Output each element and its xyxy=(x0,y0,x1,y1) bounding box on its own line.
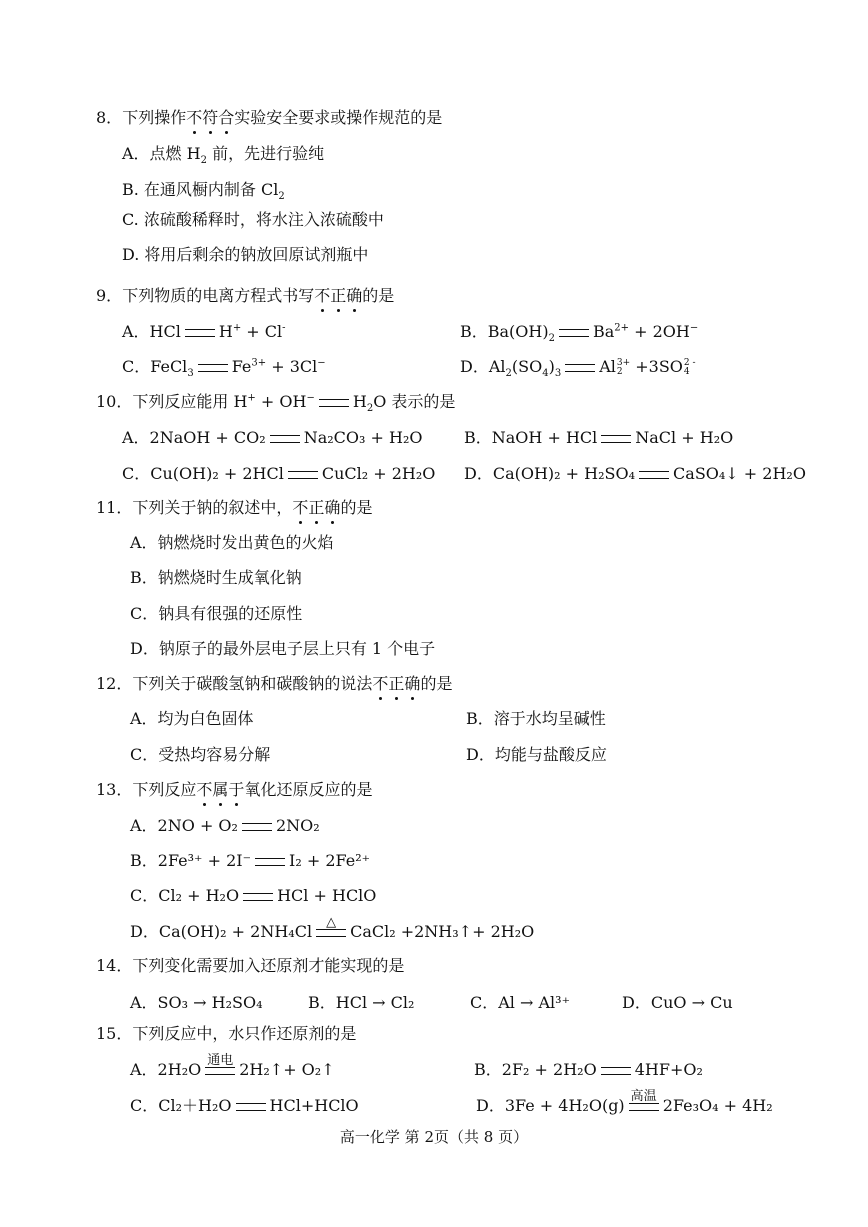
emphasis-char: 确 xyxy=(404,674,421,693)
equals-sign xyxy=(205,1052,235,1075)
equals-sign xyxy=(601,1067,631,1075)
emphasis-char: 确 xyxy=(346,286,363,305)
option-11d: D．钠原子的最外层电子层上只有 1 个电子 xyxy=(130,639,436,658)
option-10d: D．Ca(OH)₂ + H₂SO₄ CaSO₄↓ + 2H₂O xyxy=(464,464,806,483)
question-11: 11．下列关于钠的叙述中，不正确的是 xyxy=(96,498,373,517)
question-8: 8．下列操作不符合实验安全要求或操作规范的是 xyxy=(96,108,443,127)
equals-sign xyxy=(559,329,589,337)
option-15b: B．2F₂ + 2H₂O 4HF+O₂ xyxy=(474,1060,703,1079)
option-14c: C．Al → Al³⁺ xyxy=(470,993,571,1012)
emphasis-char: 于 xyxy=(228,780,245,799)
option-14b: B．HCl → Cl₂ xyxy=(308,993,415,1012)
equals-sign xyxy=(242,823,272,831)
option-12a: A．均为白色固体 xyxy=(130,709,254,728)
option-10a: A．2NaOH + CO₂ Na₂CO₃ + H₂O xyxy=(122,428,423,447)
emphasis-char: 不 xyxy=(372,674,389,693)
option-9a: A．HCl H+ + Cl- xyxy=(122,322,286,341)
emphasis-char: 正 xyxy=(308,498,325,517)
option-11b: B．钠燃烧时生成氧化钠 xyxy=(130,568,302,587)
option-15c: C．Cl₂＋H₂O HCl+HClO xyxy=(130,1096,359,1115)
option-12d: D．均能与盐酸反应 xyxy=(466,745,607,764)
emphasis-char: 不 xyxy=(186,108,203,127)
equals-sign xyxy=(185,329,215,337)
emphasis-char: 合 xyxy=(218,108,235,127)
emphasis-char: 属 xyxy=(212,780,229,799)
equals-sign xyxy=(255,858,285,866)
option-9d: D．$Al_2(SO_4)_3$ Al 3+ 2 +3SO 2 - 4 xyxy=(460,357,696,380)
question-10: 10．下列反应能用 H+ + OH− $H_2O$ 表示的是 xyxy=(96,392,456,415)
equals-sign xyxy=(270,435,300,443)
emphasis-char: 正 xyxy=(330,286,347,305)
option-11c: C．钠具有很强的还原性 xyxy=(130,604,303,623)
equals-sign xyxy=(316,914,346,937)
option-14d: D．CuO → Cu xyxy=(622,993,733,1012)
high-temp-condition: 高温 xyxy=(630,1088,657,1104)
heat-condition: △ xyxy=(326,914,337,930)
option-13a: A．2NO + O₂ 2NO₂ xyxy=(130,816,320,835)
electrolysis-condition: 通电 xyxy=(207,1052,234,1068)
option-10c: C．Cu(OH)₂ + 2HCl CuCl₂ + 2H₂O xyxy=(122,464,436,483)
option-8c: C. 浓硫酸稀释时，将水注入浓硫酸中 xyxy=(122,210,384,229)
option-8a: A．点燃 $H_2$ 前，先进行验纯 xyxy=(122,144,325,167)
option-15a: A．2H₂O 通电 2H₂↑+ O₂↑ xyxy=(130,1052,335,1079)
equals-sign xyxy=(243,893,273,901)
option-8b: B. 在通风橱内制备 $Cl_2$ xyxy=(122,180,285,203)
equals-sign xyxy=(601,435,631,443)
question-15: 15．下列反应中，水只作还原剂的是 xyxy=(96,1024,357,1043)
emphasis-char: 不 xyxy=(292,498,309,517)
equals-sign xyxy=(639,471,669,479)
option-13b: B．2Fe³⁺ + 2I⁻ I₂ + 2Fe²⁺ xyxy=(130,851,371,870)
equals-sign xyxy=(629,1088,659,1111)
option-9b: B．$Ba(OH)_2$ $Ba^{2+} + 2OH^-$ xyxy=(460,322,699,345)
option-9c: C．FeCl$_3$ $Fe^{3+} + 3Cl^-$ xyxy=(122,357,326,380)
option-8d: D. 将用后剩余的钠放回原试剂瓶中 xyxy=(122,245,369,264)
option-13c: C．Cl₂ + H₂O HCl + HClO xyxy=(130,886,377,905)
equals-sign xyxy=(565,364,595,372)
option-15d: D．3Fe + 4H₂O(g) 高温 2Fe₃O₄ + 4H₂ xyxy=(476,1088,773,1115)
equals-sign xyxy=(288,471,318,479)
equals-sign xyxy=(236,1103,266,1111)
emphasis-char: 不 xyxy=(314,286,331,305)
option-13d: D．Ca(OH)₂ + 2NH₄Cl △ CaCl₂ +2NH₃↑+ 2H₂O xyxy=(130,914,535,941)
emphasis-char: 正 xyxy=(388,674,405,693)
emphasis-char: 不 xyxy=(196,780,213,799)
equals-sign xyxy=(198,364,228,372)
emphasis-char: 确 xyxy=(324,498,341,517)
equals-sign xyxy=(319,399,349,407)
option-14a: A．SO₃ → H₂SO₄ xyxy=(130,993,263,1012)
question-13: 13．下列反应不属于氧化还原反应的是 xyxy=(96,780,373,799)
question-12: 12．下列关于碳酸氢钠和碳酸钠的说法不正确的是 xyxy=(96,674,453,693)
option-12b: B．溶于水均呈碱性 xyxy=(466,709,606,728)
option-10b: B．NaOH + HCl NaCl + H₂O xyxy=(464,428,734,447)
question-14: 14．下列变化需要加入还原剂才能实现的是 xyxy=(96,956,405,975)
question-9: 9．下列物质的电离方程式书写不正确的是 xyxy=(96,286,395,305)
page-footer: 高一化学 第 2页（共 8 页） xyxy=(339,1128,529,1146)
option-11a: A．钠燃烧时发出黄色的火焰 xyxy=(130,533,334,552)
option-12c: C．受热均容易分解 xyxy=(130,745,271,764)
emphasis-char: 符 xyxy=(202,108,219,127)
